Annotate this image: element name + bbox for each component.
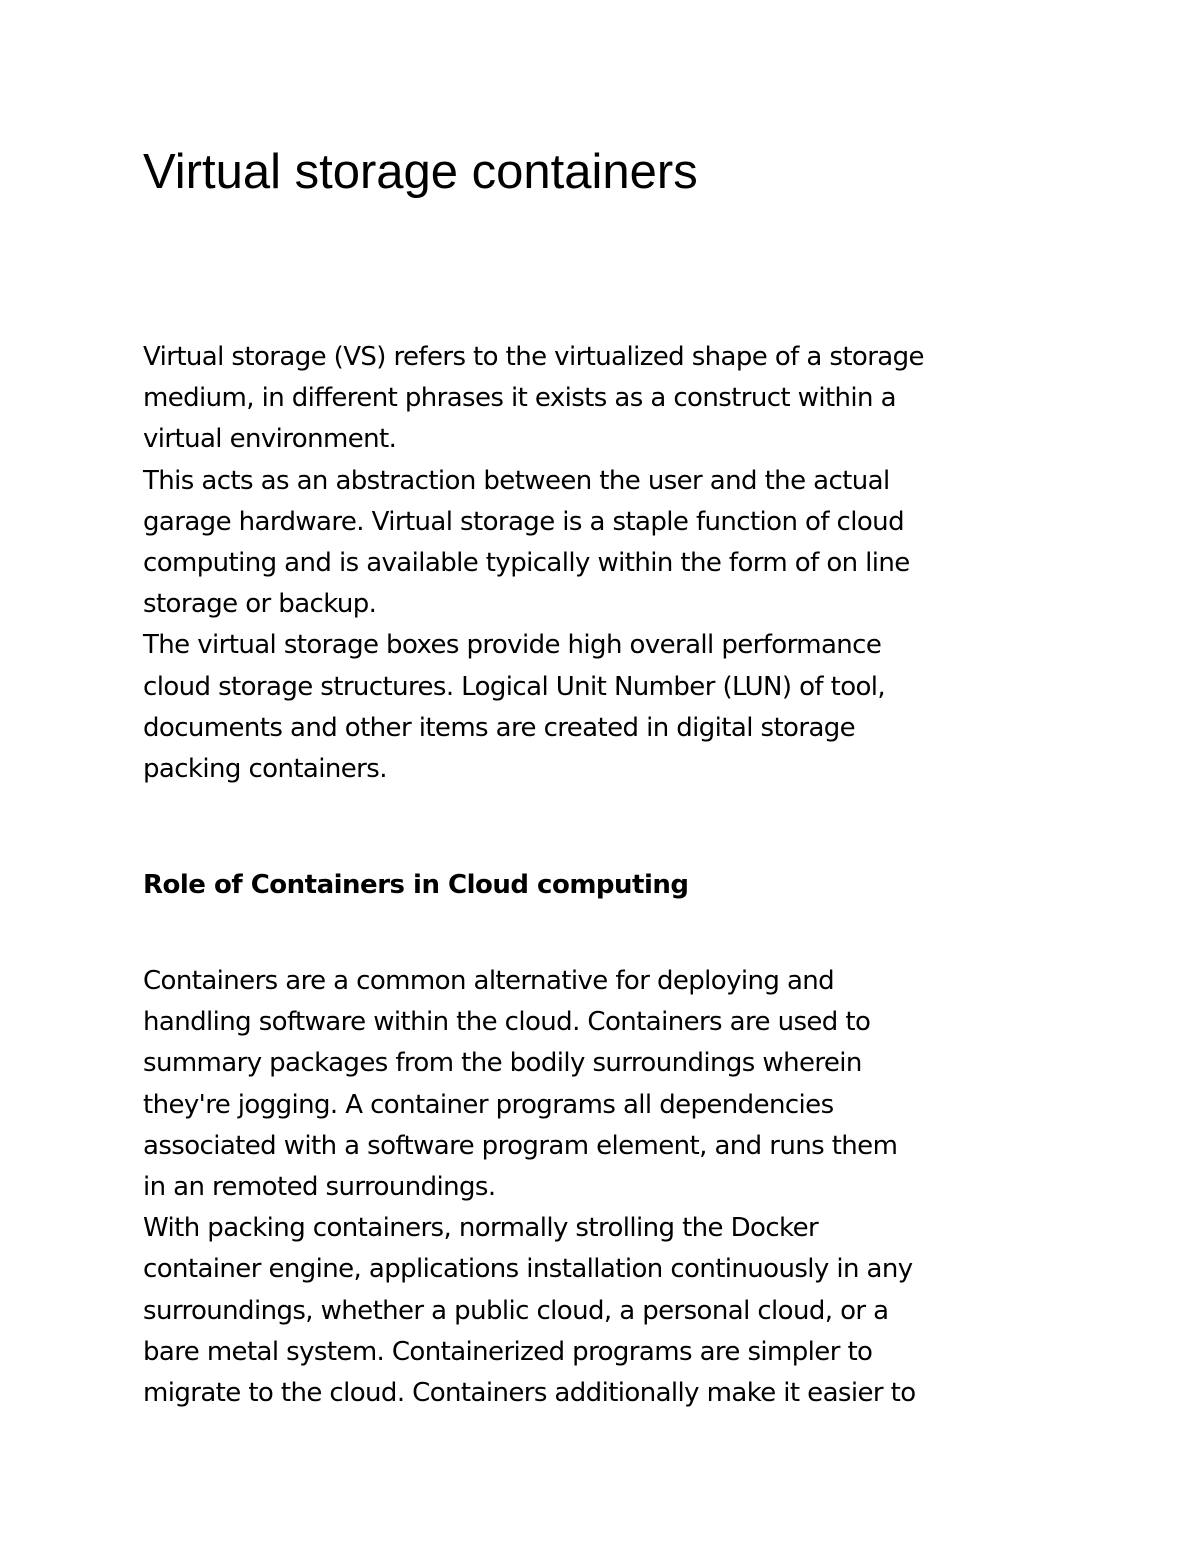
text-line: they're jogging. A container programs all dependencies	[143, 1089, 834, 1120]
text-line: With packing containers, normally strolling the Docker	[143, 1213, 819, 1244]
text-line: migrate to the cloud. Containers additionally make it easier to	[143, 1378, 916, 1409]
intro-paragraph	[143, 337, 924, 790]
section-paragraph	[143, 961, 916, 1414]
text-line: storage or backup.	[143, 589, 377, 620]
text-line: packing containers.	[143, 754, 387, 785]
text-line: bare metal system. Containerized programs are simpler to	[143, 1336, 873, 1367]
page-title: Virtual storage containers	[143, 145, 698, 199]
text-line: surroundings, whether a public cloud, a personal cloud, or a	[143, 1295, 889, 1326]
text-line: The virtual storage boxes provide high overall performance	[143, 630, 882, 661]
text-line: in an remoted surroundings.	[143, 1172, 496, 1203]
text-line: Containers are a common alternative for deploying and	[143, 966, 835, 996]
text-line: Virtual storage (VS) refers to the virtualized shape of a storage	[143, 342, 924, 372]
section-heading: Role of Containers in Cloud computing	[143, 870, 689, 900]
text-line: computing and is available typically within the form of on line	[143, 548, 910, 579]
text-line: associated with a software program element, and runs them	[143, 1130, 898, 1161]
text-line: summary packages from the bodily surroundings wherein	[143, 1048, 862, 1079]
text-line: medium, in different phrases it exists as a construct within a	[143, 383, 896, 414]
text-line: documents and other items are created in digital storage	[143, 712, 856, 743]
text-line: virtual environment.	[143, 424, 397, 455]
text-line: container engine, applications installation continuously in any	[143, 1254, 913, 1285]
text-line: garage hardware. Virtual storage is a staple function of cloud	[143, 506, 904, 537]
text-line: cloud storage structures. Logical Unit Number (LUN) of tool,	[143, 671, 886, 702]
text-line: This acts as an abstraction between the user and the actual	[143, 465, 890, 496]
text-line: handling software within the cloud. Containers are used to	[143, 1007, 871, 1038]
